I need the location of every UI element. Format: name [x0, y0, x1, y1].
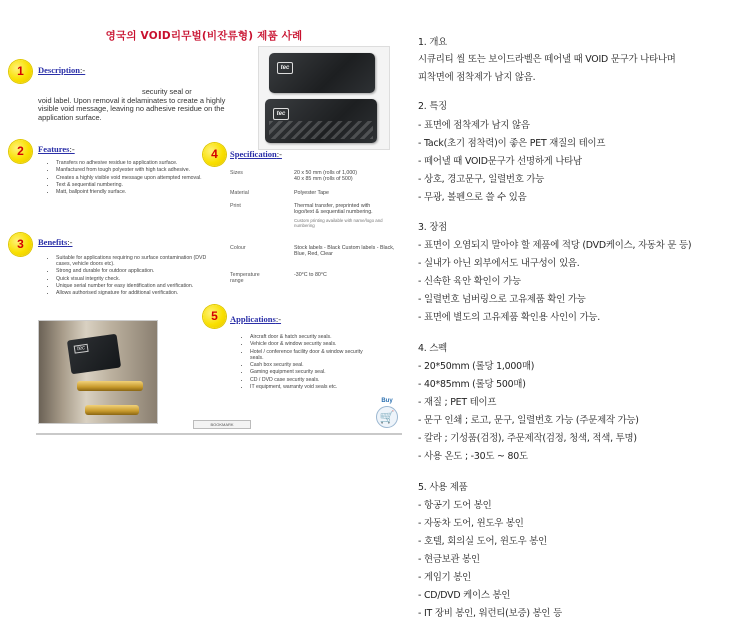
benefits-heading-suffix: :-: [67, 237, 73, 247]
specification-heading-suffix: :-: [276, 149, 282, 159]
sheet-title: 영국의 VOID리무벌(비잔류형) 제품 사례: [105, 30, 303, 42]
summary-line: - 게임기 봉인: [418, 572, 472, 583]
applications-item: • Vehicle door & window security seals.: [250, 341, 374, 347]
summary-line: - 떼어낼 때 VOID문구가 선명하게 나타남: [418, 156, 582, 167]
spec-key: Material: [230, 190, 249, 196]
summary-line: 피착면에 점착제가 남지 않음.: [418, 72, 536, 83]
applications-list: [240, 334, 374, 391]
badge-2: 2: [9, 140, 32, 163]
applications-item: • CD / DVD case security seals.: [250, 377, 374, 383]
spec-key: Sizes: [230, 170, 243, 176]
door-hinge: [85, 405, 139, 415]
summary-heading: 4. 스펙: [418, 343, 448, 354]
features-item: • Transfers no adhesive residue to application surface.: [56, 160, 210, 166]
buy-button[interactable]: [372, 398, 402, 432]
spec-value: Polyester Tape: [294, 190, 329, 196]
summary-line: - 표면이 오염되지 말아야 할 제품에 적당 (DVD케이스, 자동차 문 등): [418, 240, 692, 251]
door-hinge: [77, 381, 143, 391]
spec-key: Colour: [230, 245, 246, 251]
description-text: [38, 88, 234, 122]
features-list: [46, 160, 210, 196]
summary-heading: 2. 특징: [418, 101, 448, 112]
bookmark-button[interactable]: BOOKMARK: [193, 420, 251, 429]
benefits-item: • Quick visual integrity check.: [56, 276, 212, 282]
product-sheet: [0, 0, 408, 434]
spec-value: Thermal transfer, preprinted with logo/text & sequential numbering.: [294, 203, 373, 215]
features-item: • Creates a highly visible void message upon attempted removal.: [56, 175, 210, 181]
shopping-cart-icon: 🛒: [376, 406, 398, 428]
applications-item: • IT equipment, warranty void seals etc.: [250, 384, 374, 390]
features-item: • Manfactured from tough polyester with high tack adhesive.: [56, 167, 210, 173]
spec-value: -30°C to 80°C: [294, 272, 327, 278]
spec-note: Custom printing available with name/logo and numbering: [294, 218, 383, 228]
door-seal-photo: [38, 320, 158, 424]
benefits-item: • Strong and durable for outdoor application.: [56, 268, 212, 274]
summary-line: - IT 장비 봉인, 워런티(보증) 봉인 등: [418, 608, 562, 619]
applications-heading-text: Applications: [230, 314, 276, 324]
applications-heading: [230, 314, 281, 324]
summary-line: 시큐리티 씰 또는 보이드라벨은 떼어낼 때 VOID 문구가 나타나며: [418, 54, 676, 65]
benefits-list: [46, 255, 212, 298]
summary-line: - 표면에 점착제가 남지 않음: [418, 120, 530, 131]
spec-key: Print: [230, 203, 241, 209]
applications-item: • Hotel / conference facility door & window security seals.: [250, 349, 374, 361]
summary-line: - 무광, 볼펜으로 쓸 수 있음: [418, 192, 527, 203]
applications-item: • Aircraft door & hatch security seals.: [250, 334, 374, 340]
features-item: • Matt, ballpoint friendly surface.: [56, 189, 210, 195]
badge-3: 3: [9, 233, 32, 256]
spec-key: Temperature range: [230, 272, 260, 284]
specification-heading-text: Specification: [230, 149, 277, 159]
badge-1: 1: [9, 60, 32, 83]
tec-logo: tec: [277, 62, 293, 74]
benefits-item: • Allows authorised signature for additional verification.: [56, 290, 212, 296]
label-card-void: [265, 99, 377, 143]
benefits-item: • Suitable for applications requiring no surface contamination (DVD cases, vehicle doors etc).: [56, 255, 212, 267]
summary-line: - 신속한 육안 확인이 가능: [418, 276, 521, 287]
badge-5: 5: [203, 305, 226, 328]
summary-line: - 자동차 도어, 윈도우 봉인: [418, 518, 524, 529]
summary-line: - Tack(초기 점착력)이 좋은 PET 재질의 테이프: [418, 138, 606, 149]
features-heading-text: Features: [38, 144, 70, 154]
summary-line: - 현금보관 봉인: [418, 554, 480, 565]
summary-heading: 5. 사용 제품: [418, 482, 468, 493]
summary-line: - 재질 ; PET 테이프: [418, 397, 497, 408]
summary-line: - 항공기 도어 봉인: [418, 500, 492, 511]
door-seal-label: [67, 334, 121, 375]
tec-logo: tec: [74, 344, 89, 354]
divider: [36, 433, 402, 435]
benefits-item: • Unique serial number for easy identification and verification.: [56, 283, 212, 289]
features-heading-suffix: :-: [69, 144, 75, 154]
applications-item: • Cash box security seal.: [250, 362, 374, 368]
applications-heading-suffix: :-: [275, 314, 282, 324]
summary-line: - 문구 인쇄 ; 로고, 문구, 일렬번호 가능 (주문제작 가능): [418, 415, 639, 426]
summary-line: - 20*50mm (롤당 1,000매): [418, 361, 535, 372]
summary-line: - CD/DVD 케이스 봉인: [418, 590, 511, 601]
void-label-photo: [258, 46, 390, 150]
description-heading-suffix: :-: [80, 65, 86, 75]
buy-label: Buy: [381, 398, 393, 404]
features-heading: [38, 144, 75, 154]
features-item: • Text & sequential numbering.: [56, 182, 210, 188]
summary-line: - 칼라 ; 기성품(검정), 주문제작(검정, 청색, 적색, 투명): [418, 433, 637, 444]
summary-line: - 실내가 아닌 외부에서도 내구성이 있음.: [418, 258, 580, 269]
benefits-heading: [38, 237, 72, 247]
spec-value-wrap: [294, 203, 388, 228]
summary-line: - 호텔, 회의실 도어, 윈도우 봉인: [418, 536, 547, 547]
specification-heading: [230, 149, 282, 159]
spec-value: Stock labels - Black Custom labels - Black, Blue, Red, Clear: [294, 245, 395, 257]
description-heading-text: Description: [38, 65, 81, 75]
summary-line: - 상호, 경고문구, 일렬번호 가능: [418, 174, 545, 185]
void-pattern: [269, 121, 373, 139]
summary-line: - 사용 온도 ; -30도 ~ 80도: [418, 451, 528, 462]
summary-heading: 1. 개요: [418, 37, 448, 48]
summary-line: - 40*85mm (롤당 500매): [418, 379, 526, 390]
tec-logo: tec: [273, 108, 289, 120]
applications-item: • Gaming equipment security seal.: [250, 369, 374, 375]
benefits-heading-text: Benefits: [38, 237, 68, 247]
summary-line: - 표면에 별도의 고유제품 확인용 사인이 가능.: [418, 312, 601, 323]
description-heading: [38, 65, 85, 75]
spec-value: 20 x 50 mm (rolls of 1,000) 40 x 85 mm (rolls of 500): [294, 170, 357, 182]
label-card-intact: [269, 53, 375, 93]
description-body: void label. Upon removal it delaminates to create a highly visible void message, leaving no adhesive residue on the application surface.: [38, 95, 226, 122]
summary-heading: 3. 장점: [418, 222, 448, 233]
summary-line: - 일렬번호 넘버링으로 고유제품 확인 가능: [418, 294, 586, 305]
description-line-1: security seal or: [142, 87, 192, 96]
badge-4: 4: [203, 143, 226, 166]
